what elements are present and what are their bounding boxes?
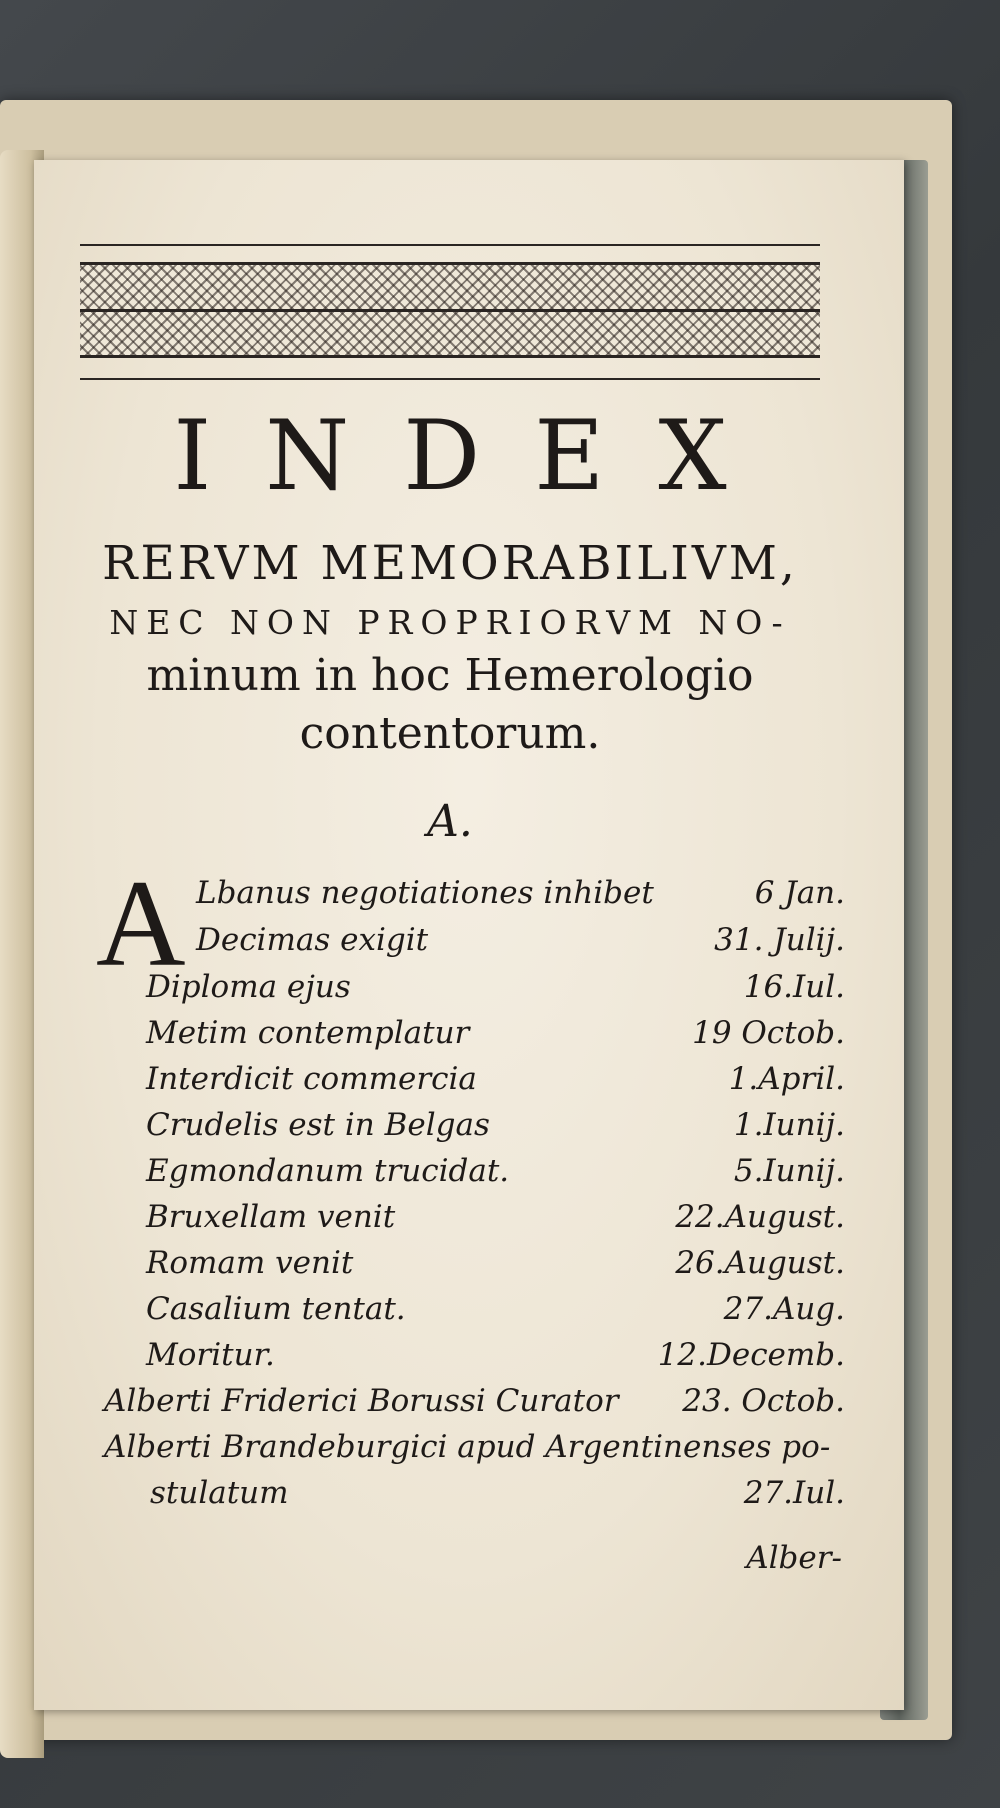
entry-date: 31. Julij. [714, 922, 845, 958]
index-entry: Alberti Friderici Borussi Curator [104, 1383, 619, 1419]
entry-date: 26.August. [675, 1245, 845, 1281]
index-entry: Bruxellam venit [146, 1199, 396, 1235]
subtitle-line-3: minum in hoc Hemerologio [146, 650, 754, 701]
entry-date: 19 Octob. [692, 1015, 845, 1051]
entry-date: 12.Decemb. [657, 1337, 845, 1373]
section-letter: A. [427, 796, 473, 847]
index-entry: Romam venit [146, 1245, 354, 1281]
index-entry: Lbanus negotiationes inhibet [196, 875, 654, 911]
dates-column [500, 0, 845, 1808]
subtitle-line-4: contentorum. [299, 708, 601, 759]
index-entry: Diploma ejus [146, 969, 351, 1005]
entry-date: 1.April. [728, 1061, 845, 1097]
subtitle-line-1: RERVM MEMORABILIVM, [102, 536, 798, 591]
index-entry: Decimas exigit [196, 922, 429, 958]
page-title: INDEX [173, 400, 781, 512]
index-entry: Crudelis est in Belgas [146, 1107, 490, 1143]
catchword: Alber- [746, 1540, 842, 1576]
entry-date: 27.Iul. [743, 1475, 845, 1511]
index-entry: stulatum [150, 1475, 289, 1511]
index-entry: Egmondanum trucidat. [146, 1153, 510, 1189]
drop-cap: A [96, 855, 186, 992]
subtitle-line-2: NEC NON PROPRIORVM NO- [109, 603, 791, 642]
entry-date: 16.Iul. [743, 969, 845, 1005]
index-entry: Casalium tentat. [146, 1291, 406, 1327]
entry-date: 1.Iunij. [733, 1107, 845, 1143]
entry-date: 6 Jan. [754, 875, 845, 911]
entry-date: 23. Octob. [682, 1383, 845, 1419]
entry-date: 27.Aug. [723, 1291, 845, 1327]
index-entry: Alberti Brandeburgici apud Argentinenses po- [104, 1429, 831, 1465]
index-entry: Moritur. [146, 1337, 275, 1373]
entry-date: 5.Iunij. [733, 1153, 845, 1189]
index-entry: Interdicit commercia [146, 1061, 477, 1097]
entry-date: 22.August. [675, 1199, 845, 1235]
index-entry: Metim contemplatur [146, 1015, 470, 1051]
